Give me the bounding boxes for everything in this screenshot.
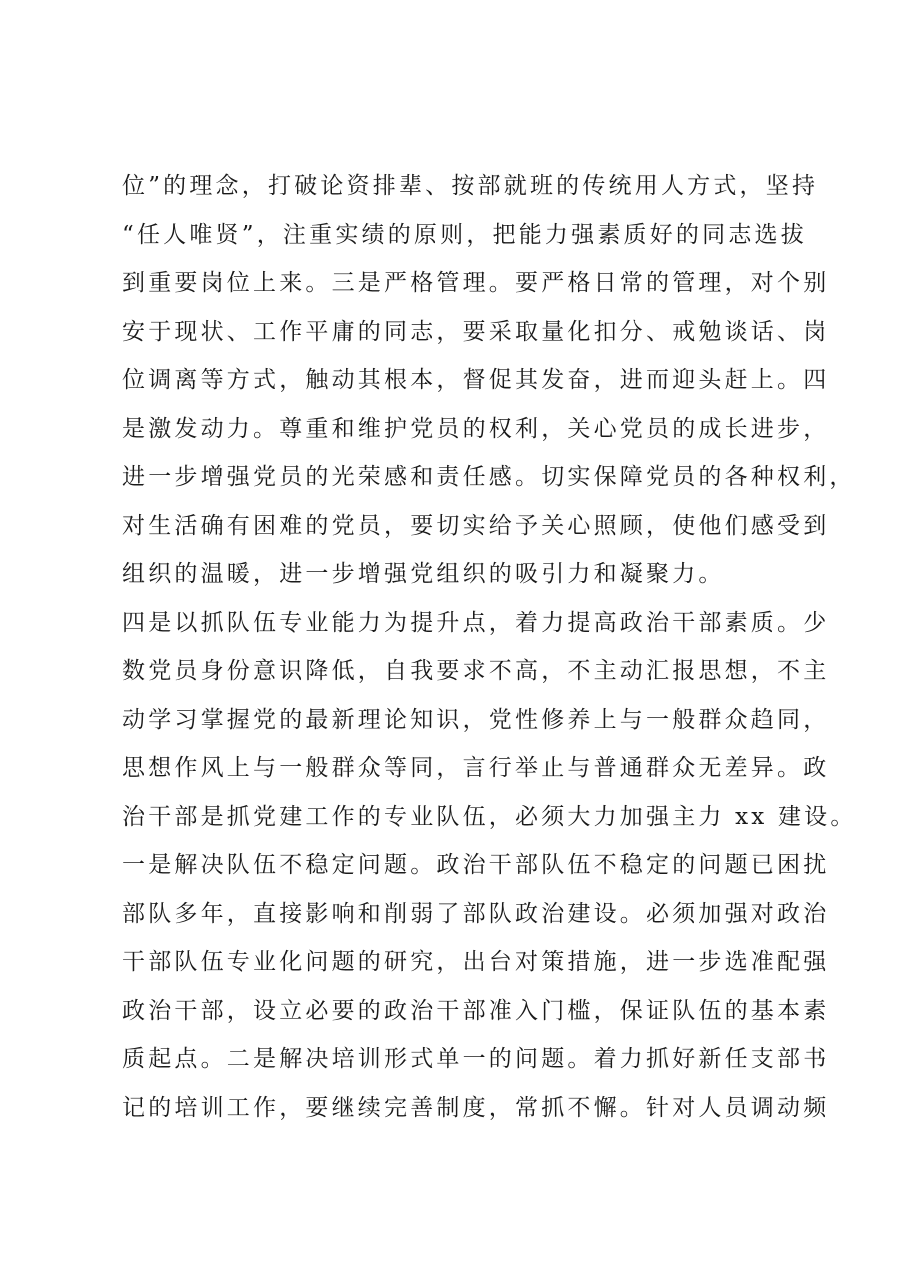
text-line: 组织的温暖，进一步增强党组织的吸引力和凝聚力。 [122, 561, 725, 587]
text-line: 记的培训工作，要继续完善制度，常抓不懈。针对人员调动频 [122, 1094, 830, 1121]
text-line: 干部队伍专业化问题的研究，出台对策措施，进一步选准配强 [122, 949, 830, 975]
text-line: 数党员身份意识降低，自我要求不高，不主动汇报思想，不主 [122, 658, 830, 684]
text-line: 安于现状、工作平庸的同志，要采取量化扣分、戒勉谈话、岗 [122, 318, 830, 345]
text-line: 四是以抓队伍专业能力为提升点，着力提高政治干部素质。少 [122, 609, 830, 636]
text-line: 对生活确有困难的党员，要切实给予关心照顾，使他们感受到 [122, 512, 830, 539]
text-line: 进一步增强党员的光荣感和责任感。切实保障党员的各种权利， [122, 464, 856, 490]
text-line: 思想作风上与一般群众等同，言行举止与普通群众无差异。政 [122, 755, 830, 781]
body-text [122, 162, 857, 1132]
text-line: 是激发动力。尊重和维护党员的权利，关心党员的成长进步， [122, 415, 830, 442]
text-line: 质起点。二是解决培训形式单一的问题。着力抓好新任支部书 [122, 1046, 830, 1072]
text-line: 治干部是抓党建工作的专业队伍，必须大力加强主力 xx 建设。 [122, 803, 857, 830]
text-line: “任人唯贤”，注重实绩的原则，把能力强素质好的同志选拔 [122, 221, 807, 248]
text-line: 一是解决队伍不稳定问题。政治干部队伍不稳定的问题已困扰 [122, 852, 830, 878]
text-line: 政治干部，设立必要的政治干部准入门槛，保证队伍的基本素 [122, 997, 830, 1024]
text-line: 部队多年，直接影响和削弱了部队政治建设。必须加强对政治 [122, 900, 830, 927]
text-line: 位”的理念，打破论资排辈、按部就班的传统用人方式，坚持 [122, 173, 819, 199]
text-line: 到重要岗位上来。三是严格管理。要严格日常的管理，对个别 [122, 270, 830, 296]
text-line: 动学习掌握党的最新理论知识，党性修养上与一般群众趋同， [122, 706, 830, 733]
text-line: 位调离等方式，触动其根本，督促其发奋，进而迎头赶上。四 [122, 367, 830, 393]
